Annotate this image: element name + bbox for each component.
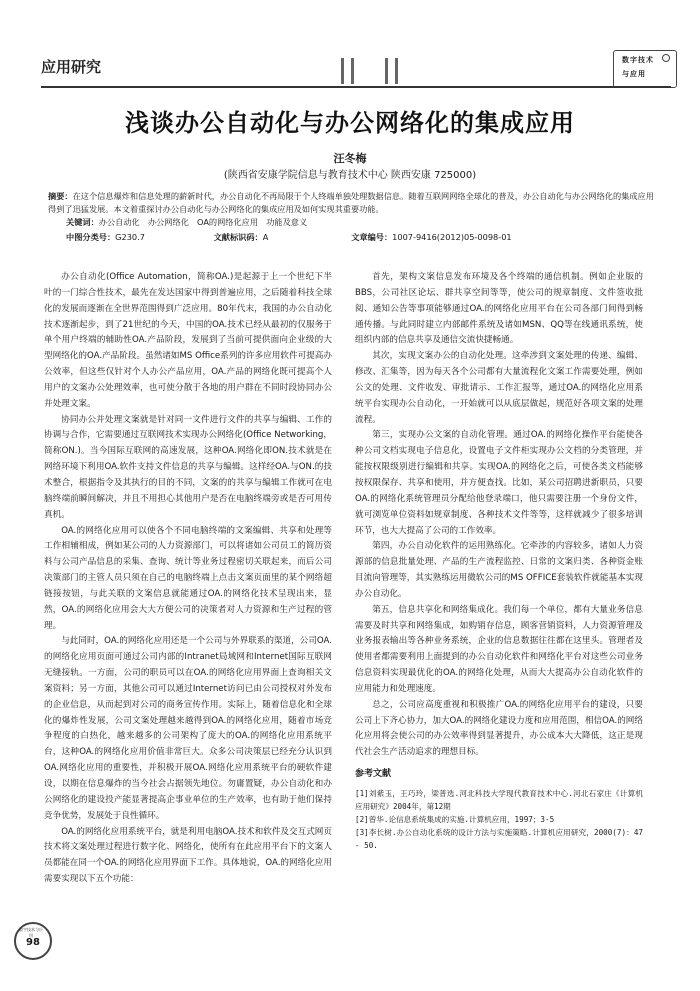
- reference-item: [3]李长树.办公自动化系统的设计方法与实施策略.计算机应用研究，2000(7)：47 - 50.: [355, 828, 643, 850]
- paragraph: 总之，公司应高度重视和积极推广OA.的网络化应用平台的建设，只要公司上下齐心协力，加大OA.的网络化建设力度和应用范围，相信OA.的网络化应用将会使公司的办公效率得到显著提升，办公成本大大降低，这正是现代社会生产活动追求的理想目标。: [355, 699, 643, 758]
- paragraph: 其次，实现文案办公的自动化处理。这牵涉到文案处理的传递、编辑、修改、汇集等，因为每天各个公司都有大量流程化文案工作需要处理，例如公文的处理、文件收发、审批请示、工作汇报等，通过OA.的网络化应用系统平台实现办公自动化，一开始就可以从底层做起，规范好各项文案的处理流程。: [355, 351, 643, 425]
- header-rule: [41, 86, 671, 88]
- abstract-text: 在这个信息爆炸和信息处理的薪新时代，办公自动化不再局限于个人终端单独处理数据信息。随着互联网网络全球化的普及，办公自动化与办公网络化的集成应用得到了迅猛发展。本文着重探讨办公自动化与办公网络化的集成应用及如何实现其重要功能。: [48, 191, 654, 214]
- page-number: 98: [26, 937, 40, 948]
- journal-name-line1: 数字技术: [622, 56, 654, 64]
- abstract-label: 摘要：: [48, 191, 73, 201]
- clc-label: 中图分类号：: [66, 232, 116, 242]
- article-meta: [66, 232, 626, 243]
- author-name: 汪冬梅: [333, 152, 367, 165]
- abstract: [48, 190, 658, 216]
- section-label: 应用研究: [41, 58, 102, 76]
- page-header: [41, 56, 671, 82]
- paragraph: 第五，信息共享化和网络集成化。我们每一个单位，都有大量业务信息需要及时共享和网络集成，如购销存信息，顾客营销资料，人力资源管理及业务报表输出等各种业务系统，企业的信息数据往往都在这里头。管理者及使用者都需要利用上面提到的办公自动化软件和网络化平台对这些公司业务信息资料实现最优化的OA.的网络化处理，从而大大提高办公自动化软件的应用能力和处理速度。: [355, 604, 643, 694]
- article-title: 浅谈办公自动化与办公网络化的集成应用: [125, 108, 575, 137]
- body-column-right: [355, 270, 643, 852]
- paragraph: OA.的网络化应用可以使各个不同电脑终端的文案编辑、共享和处理等工作相辅相成，例如某公司的人力资源部门，可以将诸如公司员工的简历资料与公司产品信息的采集、查询、统计等业务过程密切关联起来，而后公司决策部门的主管人员只须在自己的电脑终端上点击文案页面里的某个网络超链接按钮，与此关联的文案信息就能通过OA.的网络化技术呈现出来，显然，OA.的网络化应用会大大方便公司的决策者对人力资源和生产过程的管理。: [44, 525, 332, 631]
- reference-item: [2]曾华.论信息系统集成的实施.计算机应用，1997；3-5: [355, 815, 555, 824]
- paragraph: 首先，架构文案信息发布环境及各个终端的通信机制。例如企业版的BBS，公司社区论坛、群共享空间等等，使公司的规章制度、文件签收批阅、通知公告等事项能够通过OA.的网络化应用平台在公司各部门间得到畅通传播。与此同时建立内部邮件系统及诸如MSN、QQ等在线通讯系统，使组织内部的信息共享及通信交流快捷畅通。: [355, 272, 643, 346]
- paragraph: 第四，办公自动化软件的运用熟练化。它牵涉的内容较多，诸如人力资源部的信息批量处理、产品的生产流程监控、日常的文案归类、各种资金账目流向管理等，其实熟练运用微软公司的MS OFFICE套装软件就能基本实现办公自动化。: [355, 541, 643, 599]
- doc-code-label: 文献标识码：: [213, 232, 263, 242]
- reference-item: [1]刘紫玉，王巧玲，梁普选.河北科技大学现代教育技术中心.河北石家庄《计算机应用研究》2004年，第12期: [355, 789, 643, 811]
- header-divider-bars: [341, 58, 401, 84]
- logo-dot-icon: [662, 54, 670, 62]
- paragraph: 协同办公并处理文案就是针对同一文件进行文件的共享与编辑、工作的协调与合作，它需要通过互联网技术实现办公网络化(Office Networking，简称ON.)。当今国际互联网的高速发展，这种OA.网络化即ON.技术就是在网络环境下利用OA.软件支持文件信息的共享与编辑。这样经OA.与ON.的技术整合，根据指令及其执行的目的不同，文案的的共享与编辑工作就可在电脑终端前瞬间解决，并且不用担心其他用户是否在电脑终端旁或是否可用传真机。: [44, 414, 332, 520]
- keywords: [66, 217, 307, 228]
- paragraph: 与此同时，OA.的网络化应用还是一个公司与外界联系的渠道，公司OA.的网络化应用页面可通过公司内部的Intranet局域网和Internet国际互联网无缝接轨。一方面，公司的职员可以在OA.的网络化应用界面上查询相关文案资料；另一方面，其他公司可以通过Internet访问已由公司授权对外发布的企业信息，从而起到对公司的商务宣传作用。实际上，随着信息化和全球化的爆炸性发展，公司文案处理越来越得到OA.的网络化应用，随着市场竞争程度的白热化，越来越多的公司架构了庞大的OA.的网络化应用系统平台，这种OA.的网络化应用价值非常巨大。众多公司决策层已经充分认识到OA.网络化应用的重要性，并积极开展OA.网络化应用系统平台的硬软件建设，以期在信息爆炸的当今社会占据领先地位。勿庸置疑，办公自动化和办公网络化的建设投产能显著提高企事业单位的生产效率，也有助于他们保持竞争优势，发展处于良性循环。: [44, 636, 332, 821]
- clc-value: G230.7: [115, 232, 145, 242]
- author-affiliation: (陕西省安康学院信息与教育技术中心 陕西安康 725000): [223, 170, 477, 181]
- doc-code-value: A: [262, 232, 269, 242]
- journal-logo: [613, 50, 677, 88]
- page-number-badge: [14, 922, 52, 960]
- body-column-left: [44, 270, 332, 888]
- article-no-label: 文章编号：: [351, 232, 393, 242]
- journal-name-line2: 与应用: [622, 70, 646, 78]
- paragraph: 办公自动化(Office Automation，简称OA.)是起源于上一个世纪下半叶的一门综合性技术，最先在发达国家中得到普遍应用，之后随着科技全球化的发展而逐渐在全世界范围得到广泛应用。80年代末，我国的办公自动化技术逐渐起步，到了21世纪的今天，中国的OA.技术已经从最初的仅服务于单个用户终端的辅助性OA.产品阶段，发展到了当前可提供面向企业级的大型网络化的OA.产品阶段。虽然诸如MS Office系列的许多应用软件可提高办公效率，但这些仅针对个人办公产品应用，OA.产品的网络化既可提高个人用户的文案办公处理效率，也可使分散于各地的用户群在不同时段协同办公并处理文案。: [44, 272, 332, 409]
- paragraph: 第三，实现办公文案的自动化管理。通过OA.的网络化操作平台能使各种公司文档实现电子信息化，设置电子文件柜实现办公文档的分类管理，并能按权限级别进行编辑和共享。实现OA.的网络化之后，可使各类文档能够按权限保存、共享和使用，并方便查找。比如，某公司招聘进新职员，只要OA.的网络化系统管理员分配给他登录端口，他只需要注册一个身份文件，就可浏览单位资料如规章制度、各种技术文件等等，这样就减少了很多培训环节，也大大提高了公司的工作效率。: [355, 430, 643, 536]
- keywords-label: 关键词：: [66, 217, 99, 227]
- badge-caption: 数字技术与应用: [19, 927, 43, 938]
- article-no-value: 1007-9416(2012)05-0098-01: [392, 232, 512, 242]
- keywords-text: 办公自动化 办公网络化 OA的网络化应用 功能及意义: [98, 217, 308, 227]
- paragraph: OA.的网络化应用系统平台，就是利用电脑OA.技术和软件及交互式网页技术将文案处理过程进行数字化、网络化，使所有在此应用平台下的文案人员都能在同一个OA.的网络化应用界面下工作。具体地说，OA.的网络化应用需要实现以下五个功能：: [44, 826, 332, 885]
- references-heading: 参考文献: [355, 769, 392, 780]
